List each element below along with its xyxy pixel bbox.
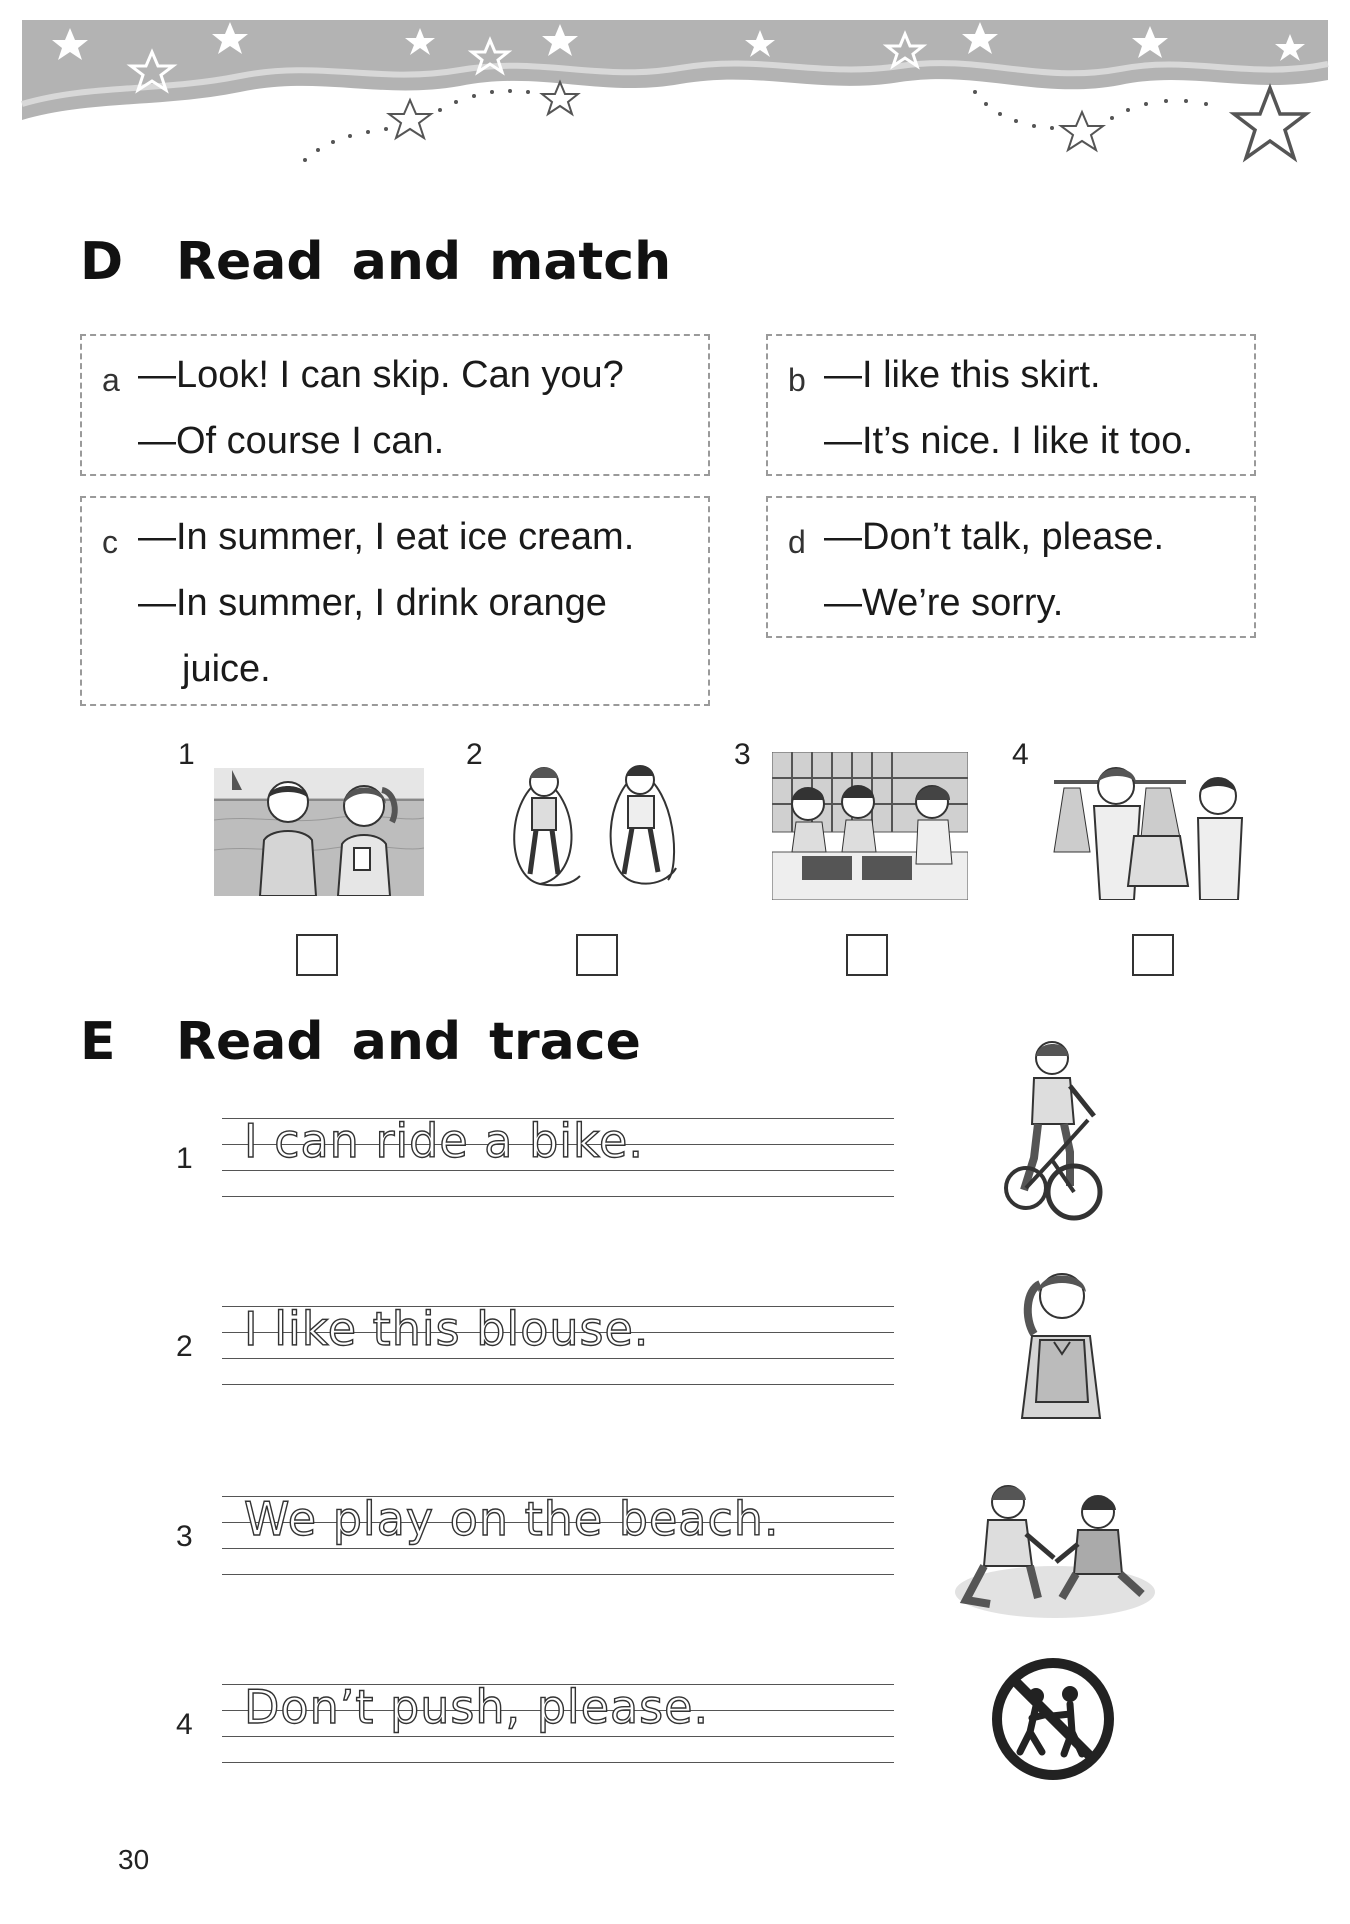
picture-number: 4	[1012, 738, 1029, 771]
picture-number: 2	[466, 738, 483, 771]
children-choosing-skirt-icon	[1050, 752, 1250, 900]
dialogue-line: —It’s nice. I like it too.	[824, 420, 1193, 462]
trace-number: 1	[176, 1142, 193, 1175]
dialogue-line: —Don’t talk, please.	[824, 516, 1165, 558]
section-e-letter: E	[80, 1012, 116, 1072]
answer-box[interactable]	[1132, 934, 1174, 976]
dialogue-label: a	[102, 362, 120, 398]
section-e-title: Read and trace	[176, 1012, 641, 1072]
dialogue-label: d	[788, 524, 806, 560]
star-banner-decoration	[0, 0, 1350, 200]
trace-sentence[interactable]: I like this blouse.	[244, 1302, 650, 1356]
trace-number: 2	[176, 1330, 193, 1363]
trace-number: 3	[176, 1520, 193, 1553]
section-d-letter: D	[80, 232, 124, 292]
dialogue-line: —Of course I can.	[138, 420, 445, 462]
dialogue-line: —In summer, I eat ice cream.	[138, 516, 635, 558]
boys-playing-sand-icon	[950, 1474, 1160, 1624]
children-in-library-icon	[772, 752, 968, 900]
dialogue-line: —Look! I can skip. Can you?	[138, 354, 624, 396]
dialogue-line: —In summer, I drink orange	[138, 582, 607, 624]
answer-box[interactable]	[576, 934, 618, 976]
dialogue-line: —We’re sorry.	[824, 582, 1064, 624]
trace-sentence[interactable]: We play on the beach.	[244, 1492, 780, 1546]
trace-number: 4	[176, 1708, 193, 1741]
page-number: 30	[118, 1844, 150, 1875]
dialogue-line: juice.	[182, 648, 271, 690]
section-d-title: Read and match	[176, 232, 672, 292]
dialogue-line: —I like this skirt.	[824, 354, 1101, 396]
trace-sentence[interactable]: Don’t push, please.	[244, 1680, 710, 1734]
girl-holding-blouse-icon	[1016, 1262, 1106, 1422]
dialogue-box-a	[80, 334, 710, 476]
picture-number: 3	[734, 738, 751, 771]
dialogue-box-b	[766, 334, 1256, 476]
trace-sentence[interactable]: I can ride a bike.	[244, 1114, 644, 1168]
dialogue-label: c	[102, 524, 118, 560]
picture-number: 1	[178, 738, 195, 771]
no-pushing-sign-icon	[990, 1656, 1116, 1782]
dialogue-box-d	[766, 496, 1256, 638]
beach-children-eating-icon	[214, 760, 424, 896]
children-skipping-rope-icon	[500, 756, 710, 900]
boy-riding-bike-icon	[1004, 1040, 1112, 1224]
answer-box[interactable]	[846, 934, 888, 976]
dialogue-box-c	[80, 496, 710, 706]
dialogue-label: b	[788, 362, 806, 398]
answer-box[interactable]	[296, 934, 338, 976]
